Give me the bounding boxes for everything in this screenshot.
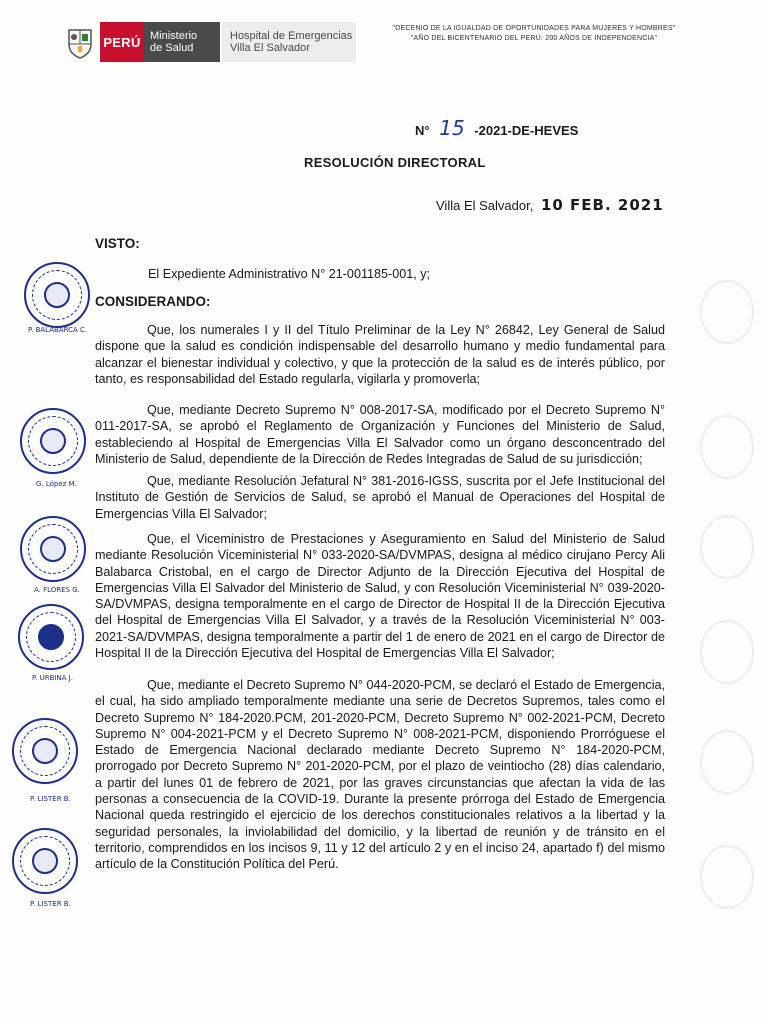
seal-stamp-4 bbox=[18, 604, 84, 670]
seal-stamp-6 bbox=[12, 828, 78, 894]
stamped-date: 10 FEB. 2021 bbox=[540, 196, 664, 214]
resolution-number bbox=[415, 116, 578, 140]
stamp-signature-4: P. URBINA J. bbox=[32, 674, 73, 682]
paragraph-4: Que, el Viceministro de Prestaciones y Aseguramiento en Salud del Ministerio de Salud mediante Resolución Viceministerial N° 033-2020-SA/DVMPAS, designa al médico cirujano Percy Ali Balabarca Cristobal, en el cargo de Director Adjunto de la Dirección Ejecutiva del Hospital de Emergencias Villa El Salvador del Ministerio de Salud, y con Resolución Viceministerial N° 039-2020-SA/DVMPAS, designa temporalmente en el cargo de Director de Hospital II de la Dirección Ejecutiva del Hospital de Emergencias Villa El Salvador, y a través de la Resolución Viceministerial N° 003-2021-SA/DVMPAS, designa temporalmente a partir del 1 de enero de 2021 en el cargo de Director de Hospital II de la Dirección Ejecutiva del Hospital de Emergencias Villa El Salvador; bbox=[95, 532, 665, 661]
national-crest-icon bbox=[60, 22, 100, 62]
hospital-badge bbox=[220, 22, 356, 62]
paragraph-2: Que, mediante Decreto Supremo N° 008-2017-SA, modificado por el Decreto Supremo N° 011-2017-SA, se aprobó el Reglamento de Organización y Funciones del Ministerio de Salud, estableciendo al Hospital de Emergencias Villa El Salvador como un órgano desconcentrado del Ministerio de Salud, dependiente de la Dirección de Redes Integradas de Salud de su jurisdicción; bbox=[95, 403, 665, 466]
seal-emblem-icon bbox=[40, 428, 66, 454]
resolution-title: RESOLUCIÓN DIRECTORAL bbox=[304, 155, 486, 170]
visto-heading: VISTO: bbox=[95, 236, 140, 251]
seal-stamp-3 bbox=[20, 516, 86, 582]
ministry-line-1: Ministerio bbox=[150, 30, 198, 42]
ministry-line-2: de Salud bbox=[150, 42, 194, 54]
paragraph-1: Que, los numerales I y II del Título Preliminar de la Ley N° 26842, Ley General de Salud dispone que la salud es condición indispensable del desarrollo humano y medio fundamental para alcanzar el bienestar individual y colectivo, y que la protección de la salud es de interés público, por tanto, es responsabilidad del Estado regularla, vigilarla y promoverla; bbox=[95, 323, 665, 386]
considerando-heading: CONSIDERANDO: bbox=[95, 294, 211, 309]
stamp-signature-3: A. FLORES G. bbox=[34, 586, 80, 594]
place: Villa El Salvador, bbox=[436, 198, 534, 213]
paragraph-3: Que, mediante Resolución Jefatural N° 381-2016-IGSS, suscrita por el Jefe Institucional del Instituto de Gestión de Servicios de Salud, se aprobó el Manual de Operaciones del Hospital de Emergencias Villa El Salvador; bbox=[95, 474, 665, 521]
seal-emblem-icon bbox=[40, 536, 66, 562]
seal-emblem-icon bbox=[38, 624, 64, 650]
bleedthrough-seal bbox=[700, 280, 754, 344]
bleedthrough-seal bbox=[700, 845, 754, 909]
hospital-line-1: Hospital de Emergencias bbox=[230, 30, 353, 42]
stamp-signature-6: P. LISTER B. bbox=[30, 900, 71, 908]
motto-line-1: "DECENIO DE LA IGUALDAD DE OPORTUNIDADES PARA MUJERES Y HOMBRES" bbox=[392, 25, 676, 32]
resolution-prefix: N° bbox=[415, 123, 430, 138]
stamp-signature-1: P. BALABARCA C. bbox=[28, 326, 88, 334]
motto-line-2: "AÑO DEL BICENTENARIO DEL PERÚ: 200 AÑOS DE INDEPENDENCIA" bbox=[410, 35, 658, 42]
stamp-signature-2: G. López M. bbox=[36, 480, 77, 488]
stamp-signature-5: P. LISTER B. bbox=[30, 795, 71, 803]
letterhead bbox=[60, 20, 378, 64]
resolution-handwritten-number: 15 bbox=[439, 116, 465, 140]
ministry-badge bbox=[144, 22, 220, 62]
hospital-line-2: Villa El Salvador bbox=[230, 42, 310, 54]
seal-stamp-1 bbox=[24, 262, 90, 328]
seal-emblem-icon bbox=[44, 282, 70, 308]
seal-emblem-icon bbox=[32, 738, 58, 764]
paragraph-5: Que, mediante el Decreto Supremo N° 044-2020-PCM, se declaró el Estado de Emergencia, el cual, ha sido ampliado temporalmente mediante una serie de Decretos Supremos, tales como el Decreto Supremo N° 184-2020.PCM, 201-2020-PCM, Decreto Supremo N° 002-2021-PCM, Decreto Supremo N° 004-2021-PCM y el Decreto Supremo N° 008-2021-PCM, disponiendo Prorróguese el Estado de Emergencia Nacional declarado mediante Decreto Supremo N° 184-2020-PCM, prorrogado por Decreto Supremo N° 201-2020-PCM, por el plazo de veintiocho (28) días calendario, a partir del lunes 01 de febrero de 2021, por las graves circunstancias que afectan la vida de las personas a consecuencia de la COVID-19. Durante la presente prórroga del Estado de Emergencia Nacional queda restringido el ejercicio de los derechos constitucionales relativos a la libertad y la seguridad personales, la inviolabilidad del domicilio, y la libertad de reunión y de tránsito en el territorio, comprendidos en los incisos 9, 11 y 12 del artículo 2 y en el inciso 24, apartado f) del mismo artículo de la Constitución Política del Perú. bbox=[95, 678, 665, 872]
bleedthrough-seal bbox=[700, 415, 754, 479]
seal-stamp-5 bbox=[12, 718, 78, 784]
bleedthrough-seal bbox=[700, 515, 754, 579]
seal-emblem-icon bbox=[32, 848, 58, 874]
bleedthrough-seal bbox=[700, 730, 754, 794]
bleedthrough-seal bbox=[700, 620, 754, 684]
place-date bbox=[436, 196, 664, 214]
expediente-line: El Expediente Administrativo N° 21-001185-001, y; bbox=[148, 267, 431, 281]
seal-stamp-2 bbox=[20, 408, 86, 474]
peru-badge: PERÚ bbox=[100, 22, 144, 62]
year-motto bbox=[384, 24, 684, 44]
resolution-suffix: -2021-DE-HEVES bbox=[474, 123, 579, 138]
